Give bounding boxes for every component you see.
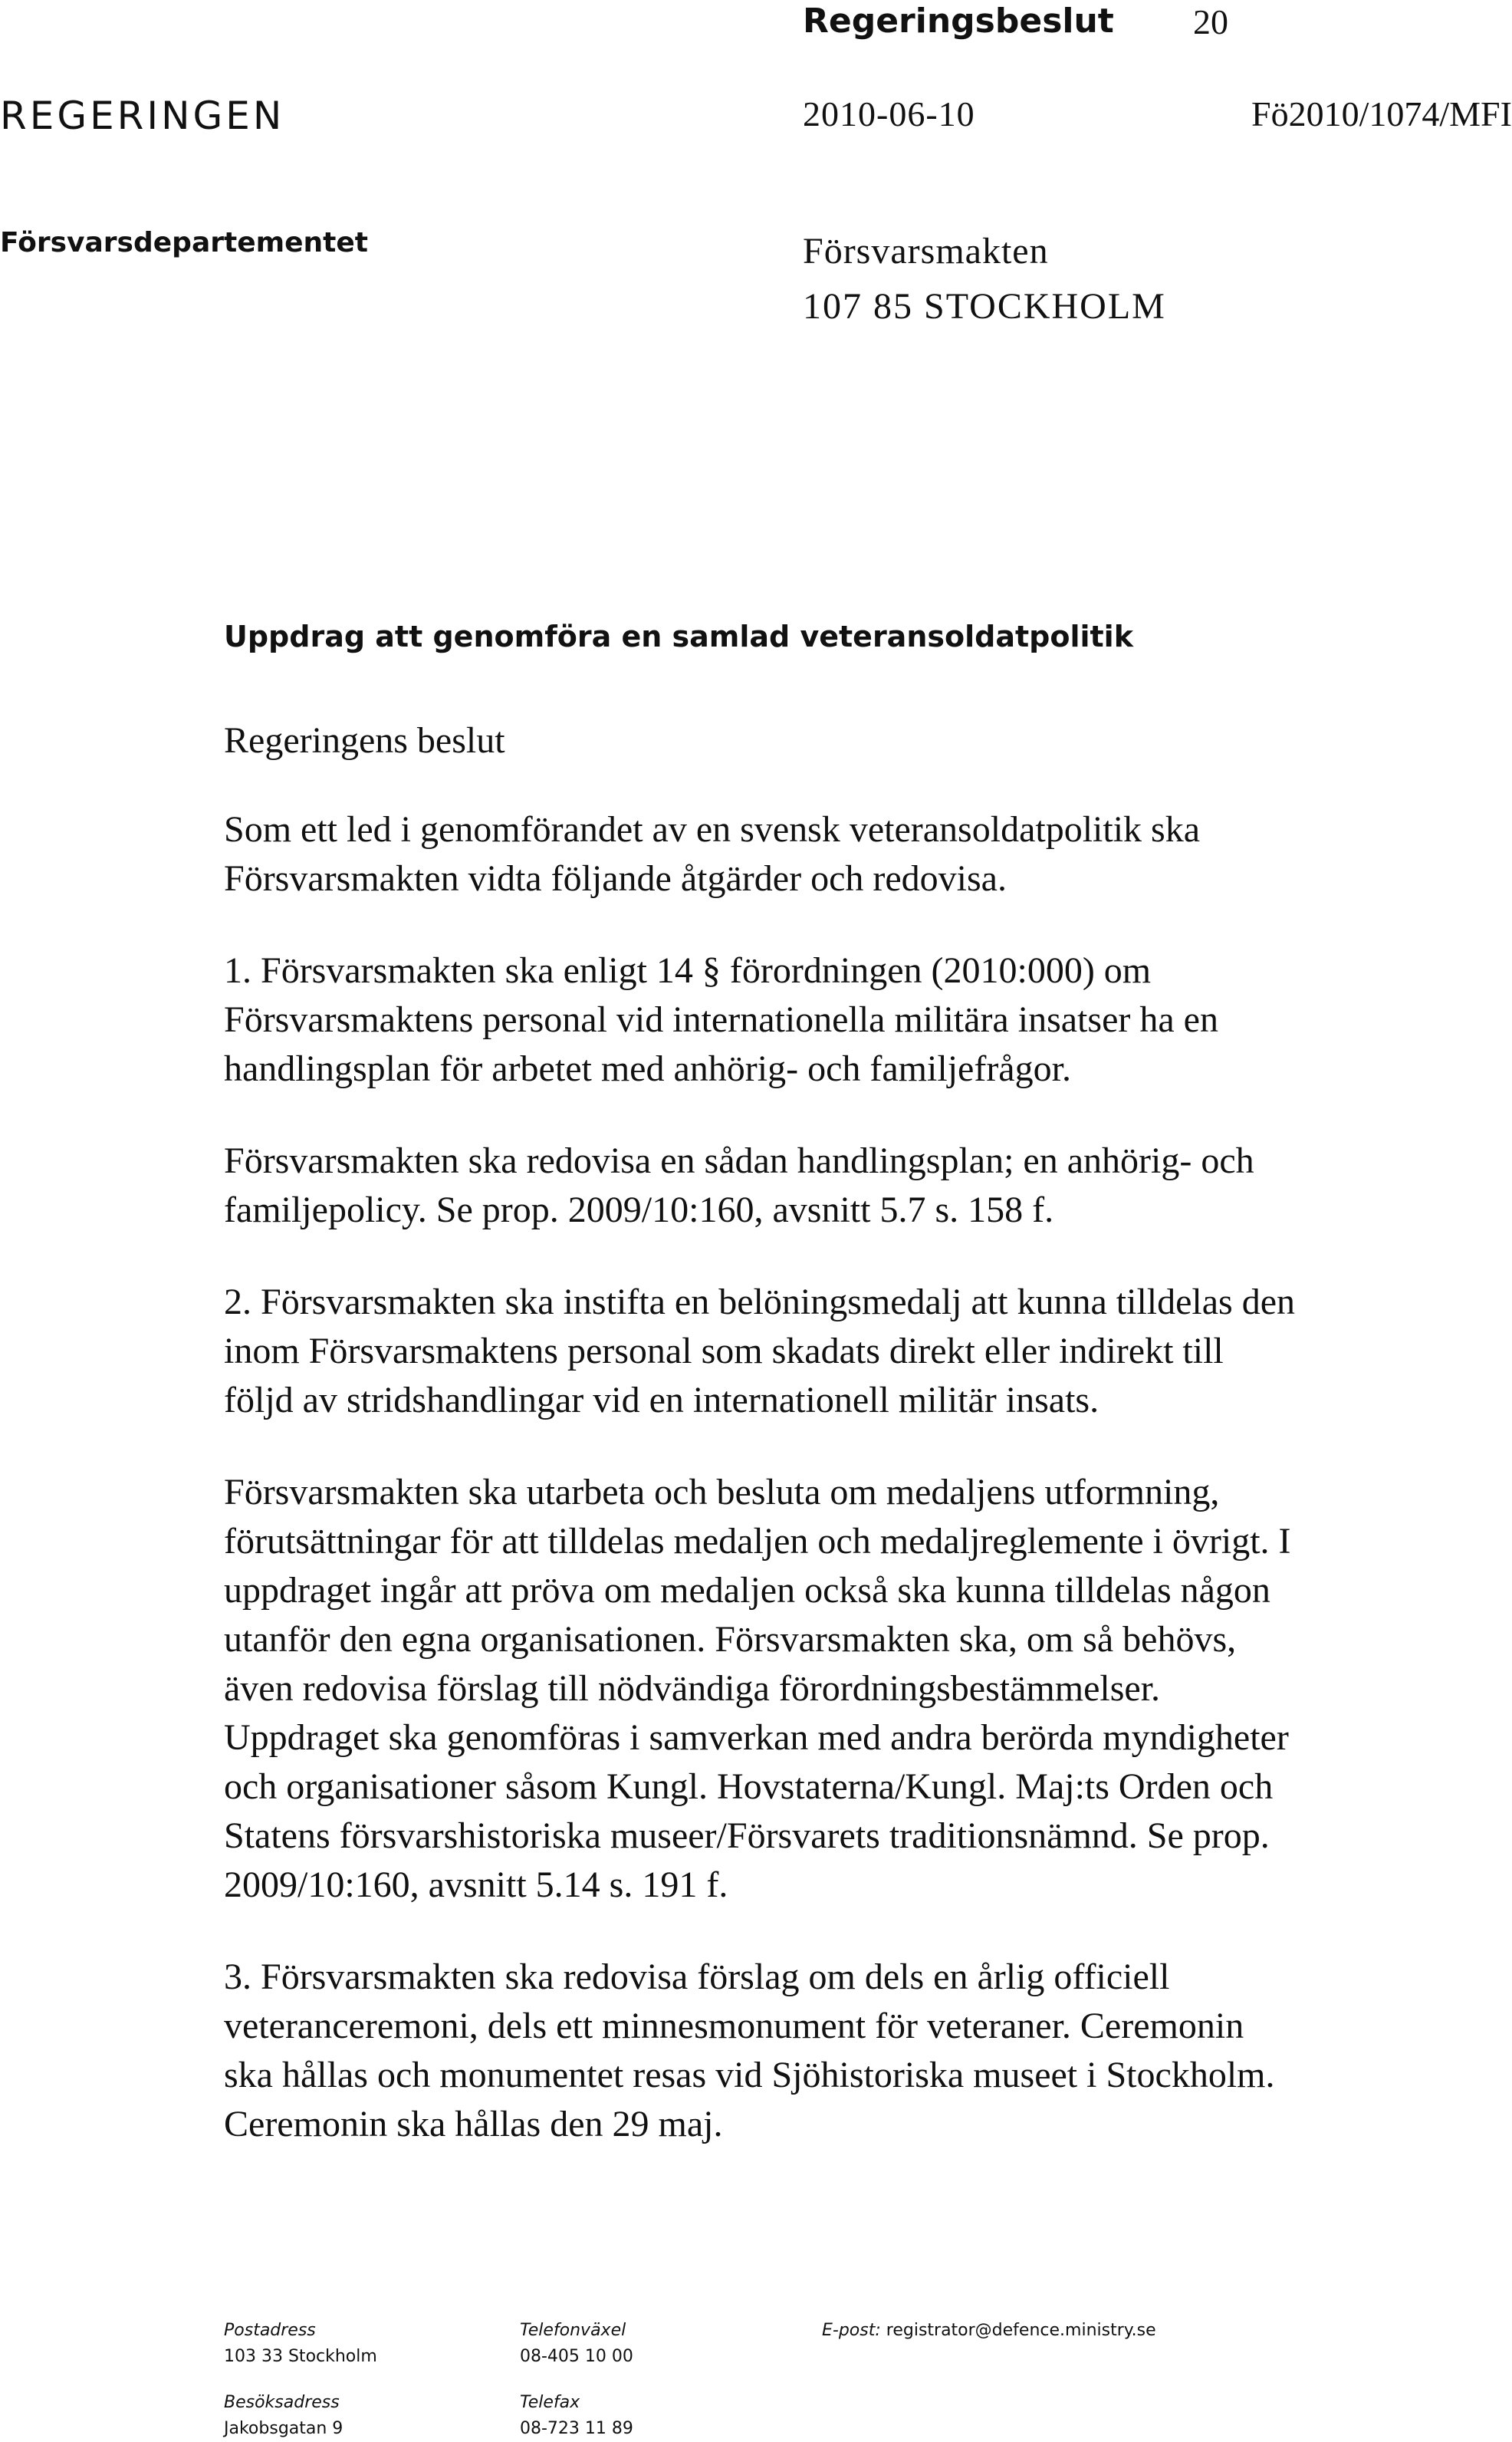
recipient-postal-address: 107 85 STOCKHOLM xyxy=(803,286,1166,327)
footer-address-column xyxy=(224,2318,377,2442)
section-heading: Regeringens beslut xyxy=(224,720,505,761)
footer-contact-info xyxy=(224,2318,1297,2438)
paragraph xyxy=(224,805,1405,903)
text-line: Försvarsmakten vidta följande åtgärder och redovisa. xyxy=(224,858,1007,899)
reference-number: Fö2010/1074/MFI xyxy=(1251,94,1512,133)
page-number: 20 xyxy=(1193,2,1228,41)
paragraph xyxy=(224,1953,1405,2149)
visit-address-value: Jakobsgatan 9 xyxy=(224,2419,343,2438)
text-line: handlingsplan för arbetet med anhörig- och familjefrågor. xyxy=(224,1048,1071,1089)
paragraph xyxy=(224,1278,1405,1425)
fax-label: Telefax xyxy=(520,2393,580,2412)
text-line: veteranceremoni, dels ett minnesmonument för veteraner. Ceremonin xyxy=(224,2006,1244,2046)
footer-email-column xyxy=(822,2318,1156,2344)
postal-address-label: Postadress xyxy=(224,2321,316,2340)
email-value: registrator@defence.ministry.se xyxy=(886,2321,1156,2340)
text-line: Uppdraget ska genomföras i samverkan med andra berörda myndigheter xyxy=(224,1717,1289,1758)
text-line: Försvarsmaktens personal vid internationella militära insatser ha en xyxy=(224,999,1218,1040)
text-line: Försvarsmakten ska redovisa en sådan handlingsplan; en anhörig- och xyxy=(224,1140,1254,1181)
text-line: familjepolicy. Se prop. 2009/10:160, avsnitt 5.7 s. 158 f. xyxy=(224,1190,1054,1230)
paragraph xyxy=(224,1468,1405,1910)
text-line: Som ett led i genomförandet av en svensk veteransoldatpolitik ska xyxy=(224,809,1201,850)
recipient-address xyxy=(803,224,1166,334)
text-line: Statens försvarshistoriska museer/Försvarets traditionsnämnd. Se prop. xyxy=(224,1815,1270,1856)
recipient-name: Försvarsmakten xyxy=(803,231,1049,272)
visit-address-label: Besöksadress xyxy=(224,2393,340,2412)
text-line: Ceremonin ska hållas den 29 maj. xyxy=(224,2104,723,2144)
department-name: Försvarsdepartementet xyxy=(0,227,369,258)
paragraph xyxy=(224,1137,1405,1235)
text-line: 2009/10:160, avsnitt 5.14 s. 191 f. xyxy=(224,1864,728,1905)
text-line: ska hållas och monumentet resas vid Sjöhistoriska museet i Stockholm. xyxy=(224,2055,1275,2095)
decision-date: 2010-06-10 xyxy=(803,94,975,133)
text-line: även redovisa förslag till nödvändiga förordningsbestämmelser. xyxy=(224,1668,1161,1709)
text-line: 2. Försvarsmakten ska instifta en belöningsmedalj att kunna tilldelas den xyxy=(224,1282,1296,1322)
text-line: utanför den egna organisationen. Försvarsmakten ska, om så behövs, xyxy=(224,1619,1237,1660)
text-line: och organisationer såsom Kungl. Hovstaterna/Kungl. Maj:ts Orden och xyxy=(224,1766,1274,1807)
fax-value: 08-723 11 89 xyxy=(520,2419,633,2438)
text-line: uppdraget ingår att pröva om medaljen också ska kunna tilldelas någon xyxy=(224,1570,1270,1611)
paragraph xyxy=(224,946,1405,1094)
organization-logo-text: REGERINGEN xyxy=(0,94,285,138)
text-line: 3. Försvarsmakten ska redovisa förslag om dels en årlig officiell xyxy=(224,1957,1170,1997)
text-line: 1. Försvarsmakten ska enligt 14 § förordningen (2010:000) om xyxy=(224,950,1152,991)
text-line: förutsättningar för att tilldelas medaljen och medaljreglemente i övrigt. I xyxy=(224,1521,1291,1562)
phone-label: Telefonväxel xyxy=(520,2321,626,2340)
text-line: följd av stridshandlingar vid en internationell militär insats. xyxy=(224,1380,1099,1420)
text-line: Försvarsmakten ska utarbeta och besluta om medaljens utformning, xyxy=(224,1472,1220,1512)
subject-line: Uppdrag att genomföra en samlad veteransoldatpolitik xyxy=(224,620,1133,653)
footer-phone-column xyxy=(520,2318,633,2442)
document-type: Regeringsbeslut xyxy=(803,2,1114,41)
postal-address-value: 103 33 Stockholm xyxy=(224,2347,377,2366)
document-body xyxy=(224,805,1405,2192)
email-label: E-post: xyxy=(822,2321,881,2340)
text-line: inom Försvarsmaktens personal som skadats direkt eller indirekt till xyxy=(224,1331,1224,1371)
phone-value: 08-405 10 00 xyxy=(520,2347,633,2366)
